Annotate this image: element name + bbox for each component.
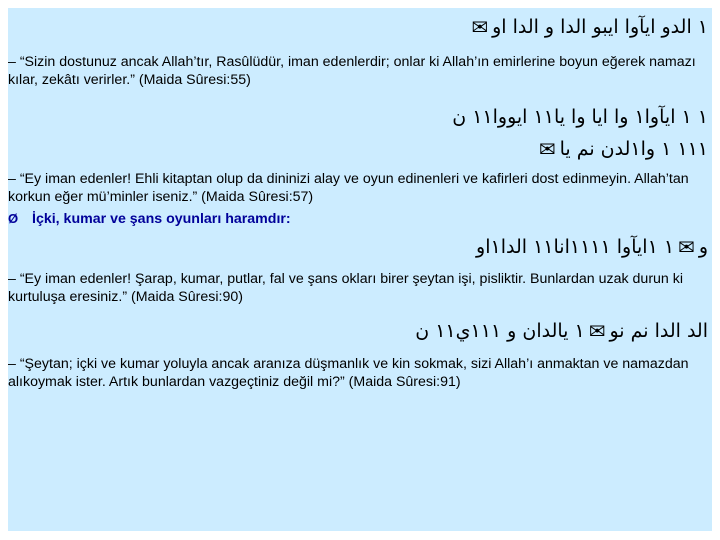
arrow-bullet-icon: Ø (8, 211, 19, 226)
translation-verse-4: – “Şeytan; içki ve kumar yoluyla ancak aranıza düşmanlık ve kin sokmak, sizi Allah’ı anmaktan ve namazdan alıkoymak ister. Artık bunlardan vazgeçtiniz değil mi?” (Maida Sûresi:91) (8, 356, 689, 390)
arabic-verse-4-text: ١ يالدان و ١١١ي١١ ن (415, 320, 585, 342)
arabic-verse-2-line-2-text: ١١١ ١ وا١لدن نم يا (559, 138, 708, 160)
envelope-icon: ✉ (538, 137, 556, 161)
arabic-verse-4-start: الد الدا نم نو (609, 320, 708, 342)
envelope-icon: ✉ (588, 319, 606, 343)
section-heading (8, 210, 698, 228)
arabic-verse-3-start: و (698, 236, 708, 258)
arabic-verse-3-text: ١ ١ايآوا ١١١١انا١١ الدا١او (476, 236, 675, 258)
arabic-verse-1 (471, 16, 708, 38)
arabic-verse-3 (476, 236, 708, 258)
envelope-icon: ✉ (678, 235, 695, 259)
arabic-verse-2-line-1-text: ١ ١ ايآوا١ وا ايا وا يا١١ ايووا١١ ن (452, 106, 708, 128)
arabic-verse-4 (415, 320, 708, 342)
translation-verse-3: – “Ey iman edenler! Şarap, kumar, putlar, fal ve şans okları birer şeytan işi, pisliktir. Bunlardan uzak durun ki kurtuluşa eresiniz.” (Maida Sûresi:90) (8, 271, 684, 305)
arabic-verse-2-line-2 (539, 138, 708, 160)
translation-verse-2: – “Ey iman edenler! Ehli kitaptan olup da dininizi alay ve oyun edinenleri ve kafirleri dost edinmeyin. Allah’tan korkun eğer mü’minler iseniz.” (Maida Sûresi:57) (8, 171, 689, 205)
section-heading-text: İçki, kumar ve şans oyunları haramdır: (32, 211, 291, 227)
arabic-verse-1-text: ١ الدو ايآوا ايبو الدا و الدا او (492, 16, 708, 38)
arabic-verse-2-line-1 (452, 106, 708, 128)
envelope-icon: ✉ (471, 15, 489, 39)
translation-verse-1: – “Sizin dostunuz ancak Allah’tır, Rasûlüdür, iman edenlerdir; onlar ki Allah’ın emirlerine boyun eğerek namazı kılar, zekâtı verirler.” (Maida Sûresi:55) (8, 54, 696, 88)
